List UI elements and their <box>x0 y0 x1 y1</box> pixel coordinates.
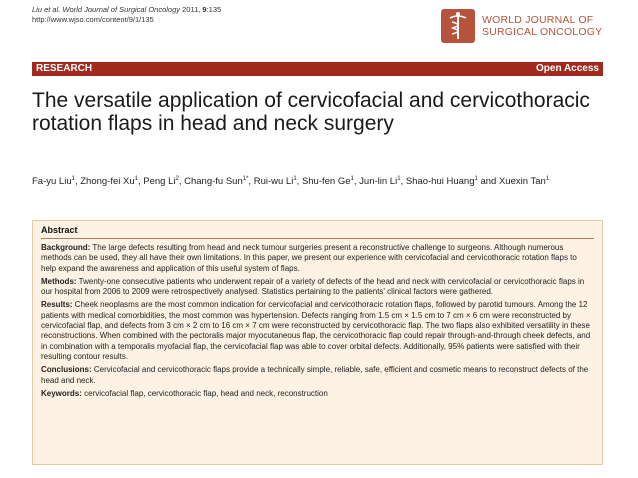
abstract-conclusions <box>41 365 594 386</box>
article-title: The versatile application of cervicofacial and cervicothoracic rotation flaps in head and neck surgery <box>32 89 590 135</box>
abstract-background <box>41 243 594 274</box>
author-affiliation: 1 <box>134 176 138 182</box>
author-affiliation: 1 <box>71 176 75 182</box>
journal-logo-text <box>482 14 602 38</box>
author[interactable] <box>499 176 549 187</box>
open-access-label: Open Access <box>536 63 599 74</box>
citation-author: Liu et al. <box>32 5 61 14</box>
abstract-heading: Abstract <box>41 224 594 239</box>
results-text: Cheek neoplasms are the most common indication for cervicofacial and cervicothoracic rotation flaps, followed by parotid tumours. Among the 12 patients with medical comorbidities, the most common was hypertension. Defects ranging from 1.5 cm × 1.5 cm to 7 cm × 6 cm were reconstructed by cervicofacial flap, and defects from 3 cm × 2 cm to 16 cm × 7 cm were reconstructed by cervicothoracic flap. The two flaps also exhibited versatility in these reconstructions. When combined with the pectoralis major myocutaneous flap, the cervicothoracic flap could repair through-and-through cheek defects, and in combination with a temporalis myofacial flap, the cervicofacial flap was able to cover orbital defects. Additionally, 95% patients were satisfied with their resulting contour results. <box>41 300 591 361</box>
keywords-label: Keywords: <box>41 388 82 398</box>
conclusions-label: Conclusions: <box>41 365 92 375</box>
background-text: The large defects resulting from head and neck tumour surgeries present a reconstructive challenge to surgeons. Although numerous methods can be used, they all have their own limitations. In this paper, we present our experience with cervicofacial and cervicothoracic rotation flaps to help expand the awareness and application of this useful system of flaps. <box>41 243 577 273</box>
author[interactable] <box>184 176 248 187</box>
citation-year: 2011, <box>182 5 201 14</box>
author-affiliation: 1 <box>293 176 297 182</box>
author-name: Jun-lin Li <box>359 176 398 188</box>
author-affiliation: 1 <box>545 176 550 182</box>
caduceus-icon <box>440 8 476 44</box>
author-list: Fa-yu Liu$^1$, Zhong-fei Xu$^1$, Peng Li$^2$, Chang-fu Sun$^{1*}$, Rui-wu Li$^1$, Shu-fen Ge$^1$, Jun-lin Li$^1$, Shao-hui Huang$^1$ and Xuexin Tan$^1$ <box>32 176 550 188</box>
results-label: Results: <box>41 300 73 310</box>
author-name: Peng Li <box>143 176 176 188</box>
author-affiliation: 1 <box>397 176 401 182</box>
author-affiliation: 2 <box>175 176 179 182</box>
author[interactable] <box>359 176 400 187</box>
author-name: Shao-hui Huang <box>405 176 475 188</box>
author-name: Chang-fu Sun <box>184 176 243 188</box>
author[interactable] <box>80 176 138 187</box>
author-affiliation: 1 <box>350 176 354 182</box>
author[interactable] <box>143 176 179 187</box>
keywords-text: cervicofacial flap, cervicothoracic flap, head and neck, reconstruction <box>84 388 328 398</box>
author-name: Fa-yu Liu <box>32 176 72 188</box>
journal-logo-line1: WORLD JOURNAL OF <box>482 14 594 26</box>
citation-journal: World Journal of Surgical Oncology <box>62 5 181 14</box>
journal-logo-line2: SURGICAL ONCOLOGY <box>482 26 603 38</box>
author[interactable] <box>32 176 75 187</box>
author-name: Xuexin Tan <box>498 176 546 188</box>
background-label: Background: <box>41 243 91 252</box>
citation-volume: 9 <box>202 5 207 14</box>
journal-logo[interactable] <box>440 6 602 46</box>
article-type-label: RESEARCH <box>36 63 93 74</box>
article-type-bar <box>32 62 603 76</box>
author-affiliation: 1* <box>242 176 249 182</box>
author-name: Zhong-fei Xu <box>80 176 135 188</box>
author[interactable] <box>406 176 478 187</box>
author-name: Shu-fen Ge <box>301 176 351 188</box>
author-affiliation: 1 <box>474 176 478 182</box>
author-name: Rui-wu Li <box>253 176 294 188</box>
methods-label: Methods: <box>41 276 77 286</box>
methods-text: Twenty-one consecutive patients who underwent repair of a variety of defects of the head and neck with cervicofacial or cervicothoracic flaps in our hospital from 2006 to 2009 were retrospectively analysed. Statistics pertaining to the patients' clinical factors were gathered. <box>41 276 585 297</box>
abstract-box <box>32 220 603 465</box>
conclusions-text: Cervicofacial and cervicothoracic flaps provide a technically simple, reliable, safe, efficient and cosmetic means to reconstruct defects of the head and neck. <box>41 365 589 385</box>
abstract-methods <box>41 277 594 298</box>
citation-block <box>32 5 221 25</box>
citation-url[interactable]: http://www.wjso.com/content/9/1/135 <box>32 15 154 24</box>
citation-pages: :135 <box>206 5 222 14</box>
author[interactable] <box>254 176 297 187</box>
abstract-keywords <box>41 389 594 399</box>
author[interactable] <box>302 176 354 187</box>
citation-line <box>32 5 221 15</box>
abstract-results <box>41 300 594 362</box>
